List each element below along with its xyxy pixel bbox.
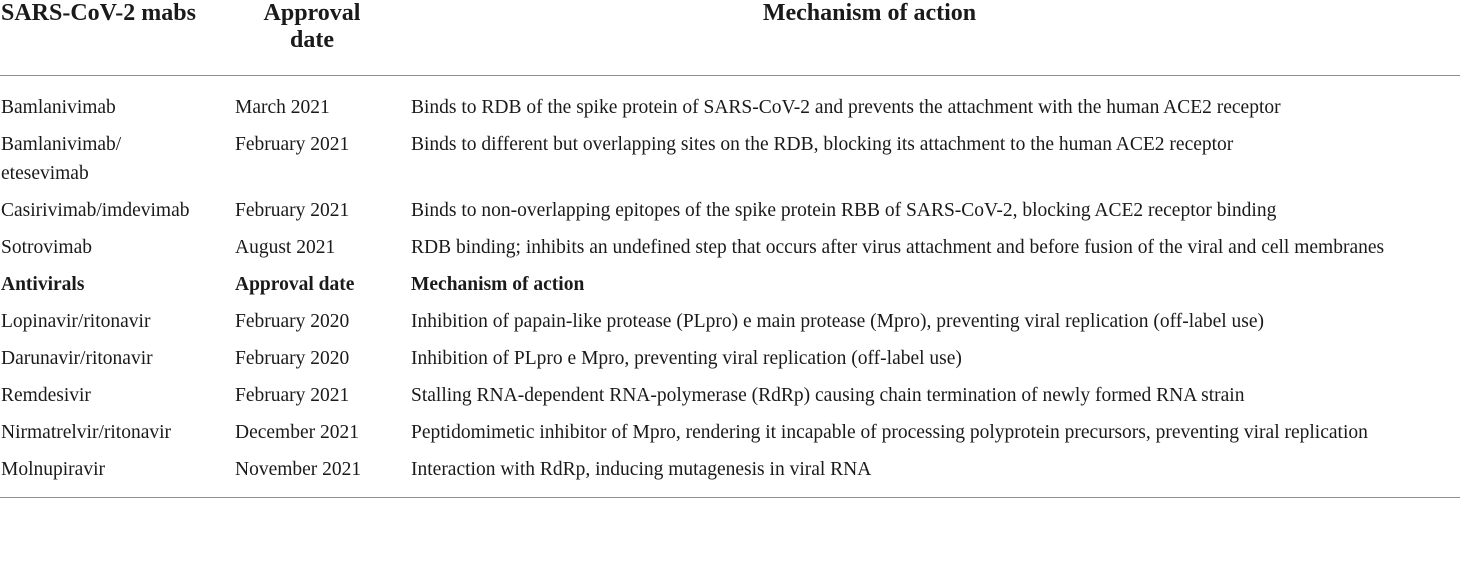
- drug-name: Sotrovimab: [1, 237, 92, 258]
- approval-date: February 2020: [235, 311, 350, 332]
- mechanism: Stalling RNA-dependent RNA-polymerase (RdRp) causing chain termination of newly formed RNA strain: [411, 385, 1245, 406]
- header-mabs: SARS-CoV-2 mabs: [0, 0, 233, 76]
- mechanism: Binds to different but overlapping sites on the RDB, blocking its attachment to the human ACE2 receptor: [411, 134, 1234, 155]
- header-approval-line1: Approval: [263, 0, 361, 26]
- drug-name-line2: etesevimab: [1, 163, 89, 184]
- table-row: [0, 418, 1460, 455]
- table-row: [0, 344, 1460, 381]
- approval-date: August 2021: [235, 237, 336, 258]
- drug-name-line1: Bamlanivimab/: [1, 134, 122, 155]
- antivirals-subheader-row: [0, 270, 1460, 307]
- mechanism: RDB binding; inhibits an undefined step that occurs after virus attachment and before fusion of the viral and cell membranes: [411, 237, 1385, 258]
- approval-date: November 2021: [233, 455, 409, 498]
- header-approval-date: [233, 0, 409, 76]
- approval-date: February 2020: [235, 348, 350, 369]
- table-row: [0, 76, 1460, 131]
- drug-name: Casirivimab/imdevimab: [1, 200, 190, 221]
- table-row: [0, 307, 1460, 344]
- drug-name: Remdesivir: [1, 385, 91, 406]
- table-row: [0, 196, 1460, 233]
- subheader-antivirals: Antivirals: [1, 274, 85, 295]
- drug-name: Lopinavir/ritonavir: [1, 311, 151, 332]
- subheader-approval-date: Approval date: [235, 274, 355, 295]
- table-row: [0, 455, 1460, 498]
- drug-name: Nirmatrelvir/ritonavir: [1, 422, 172, 443]
- table-header-row: [0, 0, 1460, 76]
- subheader-mechanism: Mechanism of action: [411, 274, 585, 295]
- approval-date: February 2021: [235, 385, 350, 406]
- mechanism: Binds to non-overlapping epitopes of the spike protein RBB of SARS-CoV-2, blocking ACE2 receptor binding: [411, 200, 1277, 221]
- table-row: [0, 381, 1460, 418]
- drug-name: Darunavir/ritonavir: [1, 348, 153, 369]
- drug-name: Bamlanivimab: [1, 97, 116, 118]
- mechanism: Interaction with RdRp, inducing mutagenesis in viral RNA: [409, 455, 1460, 498]
- header-approval-line2: date: [290, 27, 334, 53]
- mechanism: Peptidomimetic inhibitor of Mpro, rendering it incapable of processing polyprotein precursors, preventing viral replication: [411, 422, 1368, 443]
- mechanism: Inhibition of papain-like protease (PLpro) e main protease (Mpro), preventing viral replication (off-label use): [411, 311, 1265, 332]
- mechanism: Inhibition of PLpro e Mpro, preventing viral replication (off-label use): [411, 348, 962, 369]
- table-row: [0, 233, 1460, 270]
- drug-name: [0, 130, 233, 196]
- approval-date: March 2021: [235, 97, 330, 118]
- mechanism: Binds to RDB of the spike protein of SARS-CoV-2 and prevents the attachment with the human ACE2 receptor: [411, 97, 1281, 118]
- approval-date: February 2021: [235, 200, 350, 221]
- drug-name: Molnupiravir: [0, 455, 233, 498]
- approval-date: December 2021: [235, 422, 359, 443]
- table-row: [0, 130, 1460, 196]
- approval-date: February 2021: [235, 134, 350, 155]
- header-mechanism: Mechanism of action: [409, 0, 1460, 76]
